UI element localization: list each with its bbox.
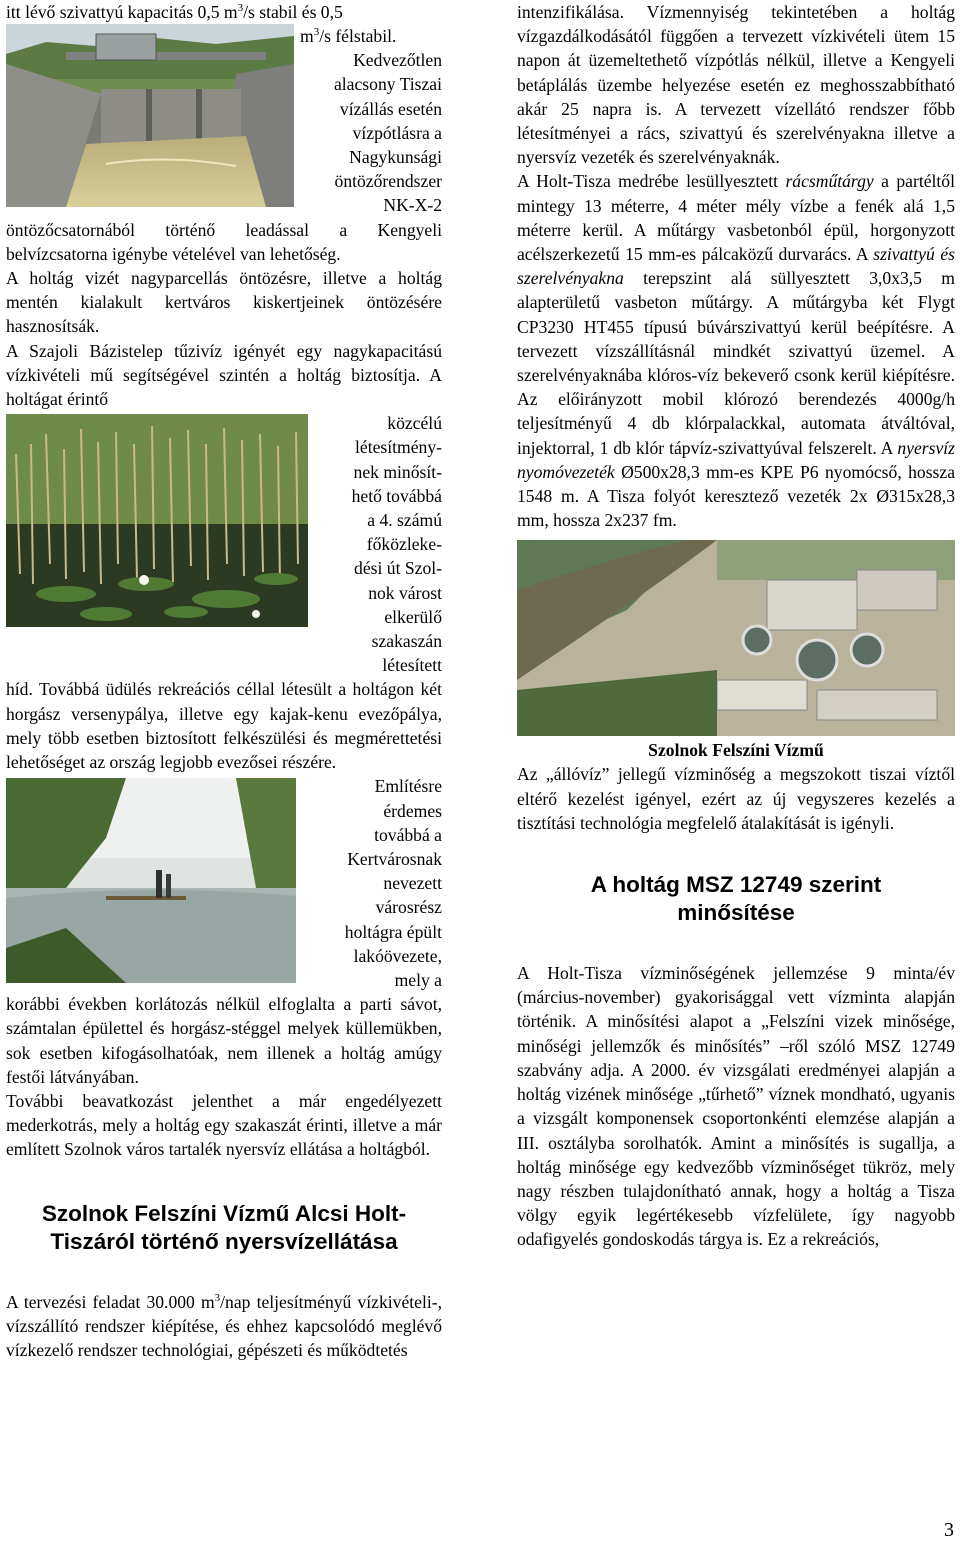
photo-riverbank-anglers bbox=[6, 778, 296, 983]
right-column bbox=[517, 0, 955, 1252]
text-line: öntözőrendszer bbox=[334, 171, 442, 192]
page-number: 3 bbox=[944, 1519, 954, 1541]
text-line: lakóövezete, bbox=[353, 945, 442, 966]
paragraph-intro-line1: itt lévő szivattyú kapacitás 0,5 $m^3/s$ stabil és 0,5 bbox=[6, 2, 343, 22]
text-line: szakaszán bbox=[371, 631, 442, 652]
text-line: érdemes bbox=[383, 800, 442, 821]
text-line: dési út Szol- bbox=[354, 558, 442, 579]
paragraph-intro-line2: $m^3/s$ félstabil. bbox=[300, 26, 397, 46]
photo-waterworks-aerial bbox=[517, 540, 955, 736]
text-line: nek minősít- bbox=[353, 461, 442, 482]
text-line: létesítmény- bbox=[355, 437, 442, 458]
paragraph-kertvaros-rest: korábbi években korlátozás nélkül elfoglalta a parti sávot, számtalan épülettel és horgász-stéggel melyek küllemükben, sok esetben kifogásolhatóak, nem illenek a holtág amúgy festői látványában. bbox=[6, 994, 442, 1087]
text-line: városrész bbox=[375, 897, 442, 918]
text-line: vízállás esetén bbox=[339, 98, 442, 119]
text-line: holtágra épült bbox=[344, 921, 442, 942]
text-line: Nagykunsági bbox=[349, 147, 442, 168]
text-line: nevezett bbox=[383, 873, 442, 894]
paragraph-recreation: híd. Továbbá üdülés rekreációs céllal létesült a holtágon két horgász versenypálya, illetve egy kajak-kenu evezőpálya, mely több esetben biztosított felkészülési és megmérettetési lehetőséget az ország legjobb evezősei részére. bbox=[6, 679, 442, 773]
text-line: elkerülő bbox=[384, 606, 442, 627]
text-line: hető továbbá bbox=[351, 485, 442, 506]
text-line: vízpótlásra a bbox=[352, 122, 442, 143]
text-line: főközleke- bbox=[366, 534, 442, 555]
paragraph-intro-rest: öntözőcsatornából történő leadással a Kengyeli belvízcsatorna igénybe vételével van lehetőség. bbox=[6, 219, 442, 264]
paragraph-fire-water: A Szajoli Bázistelep tűzivíz igényét egy nagykapacitású vízkivételi mű segítségével szintén a holtág biztosítja. A holtágat érintő bbox=[6, 340, 442, 410]
photo-sluice-gate bbox=[6, 24, 294, 207]
text-line: továbbá a bbox=[374, 824, 442, 845]
paragraph-quality: A Holt-Tisza vízminőségének jellemzése 9 minta/év (március-november) gyakorisággal vett vízminta alapján történik. A minősítési alapot a „Felszíni vizek minősége, minőségi jellemzők és minősítés” –ről szóló MSZ 12749 szabvány adja. A 2000. év vizsgálati eredményei alapján a holtág vizének minősége „tűrhető” víznek mondható, ugyanis a vizsgált komponensek csoportonkénti elemzése alapján a III. osztályba sorolhatók. Amint a minősítés is sugallja, a holtág minősége egy kedvezőbb vízminőséget tükröz, mely nagy részben tulajdonítható annak, hogy a holtág a Tisza völgy egyik legértékesebb vízfelülete, így nagyobb odafigyelés gondoskodás tárgya is. Ez a rekreációs, bbox=[517, 963, 955, 1250]
paragraph-irrigation: A holtág vizét nagyparcellás öntözésre, illetve a holtág mentén kialakult kertváros kiskertjeinek öntözésére hasznosítsák. bbox=[6, 268, 442, 337]
paragraph-dredging: További beavatkozást jelenthet a már engedélyezett mederkotrás, mely a holtág egy szakaszát érinti, illetve a már említett Szolnok város tartalék nyersvíz ellátása a holtágból. bbox=[6, 1090, 442, 1160]
paragraph-design-task: A tervezési feladat 30.000 $m^3$/nap teljesítményű vízkivételi-, vízszállító rendszer kiépítése, és ehhez kapcsolódó meglévő vízkezelő rendszer technológiai, gépészeti és működtetés bbox=[6, 1291, 442, 1360]
text-line: létesített bbox=[382, 655, 442, 676]
paragraph-structures: A Holt-Tisza medrébe lesüllyesztett rácsműtárgy a partéltől mintegy 13 méterre, 4 méter mély vízbe a fenék alá 1,5 méterre kerül. A műtárgy vasbetonból épül, horgonyzott acélszerkezetű 15 mm-es pálcaközű durvarács. A szivattyú és szerelvényakna terepszint alá süllyesztett 3,0x3,5 m alapterületű vasbeton műtárgy. A műtárgyba két Flygt CP3230 HT455 típusú búvárszivattyú kerül beépítésre. A tervezett vízszállításnál mindkét szivattyú üzemel. A szerelvényaknába klóros-víz bekeverő csonk kerül kiépítésre. Az előirányzott mobil klórozó berendezés 4000g/h teljesítményű 4 db klórpalackkal, automata átváltóval, injektorral, 1 db klór tápvíz-szivattyúval felszerelt. A nyersvíz nyomóvezeték Ø500x28,3 mm-es KPE P6 nyomócső, hossza 1548 m. A Tisza folyót keresztező vezeték 2x Ø315x28,3 mm, hossza 2x237 fm. bbox=[517, 171, 955, 531]
section-heading-quality: A holtág MSZ 12749 szerint minősítése bbox=[590, 872, 882, 926]
photo-reeds-lilies bbox=[6, 414, 308, 627]
section-heading-raw-water: Szolnok Felszíni Vízmű Alcsi Holt-Tiszáról történő nyersvízellátása bbox=[41, 1200, 407, 1254]
text-line: a 4. számú bbox=[367, 510, 442, 531]
text-line: mely a bbox=[394, 969, 442, 990]
text-line: Kedvezőtlen bbox=[353, 50, 442, 71]
text-line: nok várost bbox=[368, 582, 442, 603]
text-line: közcélú bbox=[387, 413, 442, 434]
paragraph-intensification: intenzifikálása. Vízmennyiség tekintetében a holtág vízgazdálkodásától függően a tervezett vízkivételi ütem 15 napon át üzemeltethető vízpótlás nélkül, illetve a Kengyeli betáplálás üzembe helyezése esetén ez meghosszabbítható akár 25 napra is. A tervezett vízellátó rendszer főbb létesítményei a rács, szivattyú és szerelvényakna illetve a nyersvíz vezeték és szerelvényaknák. bbox=[517, 2, 955, 168]
text-line: Említésre bbox=[374, 776, 442, 797]
text-line: Kertvárosnak bbox=[347, 848, 442, 869]
text-line: NK-X-2 bbox=[383, 195, 442, 216]
photo-caption: Szolnok Felszíni Vízmű bbox=[648, 740, 824, 761]
text-line: alacsony Tiszai bbox=[333, 74, 442, 95]
left-column bbox=[6, 0, 442, 1362]
paragraph-treatment: Az „állóvíz” jellegű vízminőség a megszokott tiszai víztől eltérő kezelést igényel, ezért az új vegyszeres kezelés a tisztítási technológia megfelelő átalakítását is igényli. bbox=[517, 764, 955, 833]
